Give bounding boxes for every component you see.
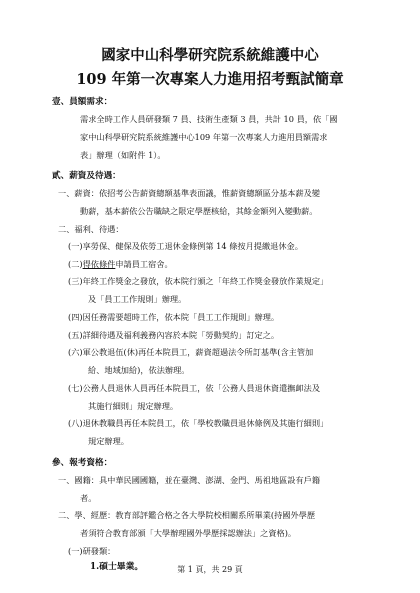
sub-item: (一)享勞保、健保及依勞工退休金條例第 14 條按月提繳退休金。 (68, 241, 303, 251)
sub-item-prefix: (二) (68, 259, 83, 269)
sub-item: (一)研發類： (68, 546, 116, 556)
page-number-footer: 第 1 頁，共 29 頁 (177, 565, 243, 574)
section-heading-1: 壹、員額需求： (52, 97, 113, 107)
document-title-line1: 國家中山科學研究院系統維護中心 (101, 47, 319, 64)
list-item-continuation: 者。 (80, 493, 97, 503)
list-item-continuation: 動薪，基本薪依公告職缺之限定學歷核給，其餘金額列入變動薪。 (80, 206, 318, 216)
sub-item: (六)軍公教退伍(休)再任本院員工，薪資超過法令所訂基準(含主管加 (68, 347, 314, 357)
sub-item-continuation: 給、地域加給)，依法辦理。 (88, 365, 190, 375)
sub-item-continuation: 其施行細則」規定辦理。 (88, 401, 179, 411)
document-title-line2: 109 年第一次專案人力進用招考甄試簡章 (76, 71, 344, 88)
sub-item-text: 申請員工宿舍。 (115, 259, 173, 269)
sub-item: (三)年終工作獎金之發放，依本院行頒之「年終工作獎金發放作業規定」 (68, 276, 329, 286)
sub-sub-item: 1.碩士畢業。 (90, 562, 144, 572)
sub-item: (八)退休教職員再任本院員工，依「學校教職員退休條例及其施行細則」 (68, 418, 329, 428)
paragraph-line: 需求全時工作人員研發類 7 員、技術生產類 3 員，共計 10 員，依「國 (80, 114, 338, 124)
sub-item: (五)詳細待遇及福利義務內容於本院「勞動契約」訂定之。 (68, 330, 280, 340)
paragraph-line: 表」辦理（如附件 1）。 (80, 150, 166, 160)
list-item: 一、薪資：依招考公告薪資總額基準表面議，惟薪資總額區分基本薪及變 (58, 188, 321, 198)
list-item-continuation: 者須符合教育部頒「大學辦理國外學歷採認辦法」之資格)。 (80, 528, 297, 538)
sub-item-continuation: 規定辦理。 (88, 436, 129, 446)
section-heading-2: 貳、薪資及待遇： (52, 171, 121, 181)
section-heading-3: 參、報考資格： (52, 458, 113, 468)
list-item: 二、福利、待遇： (58, 224, 124, 234)
paragraph-line: 家中山科學研究院系統維護中心109 年第一次專案人力進用員額需求 (80, 132, 328, 142)
sub-item-continuation: 及「員工工作規則」辦理。 (88, 294, 187, 304)
sub-item: (四)因任務需要超時工作，依本院「員工工作規則」辦理。 (68, 312, 280, 322)
list-item: 一、國籍：具中華民國國籍，並在臺灣、澎湖、金門、馬祖地區設有戶籍 (58, 475, 321, 485)
sub-item (68, 258, 173, 270)
sub-item: (七)公務人員退休人員再任本院員工，依「公務人員退休資遣撫卹法及 (68, 383, 321, 393)
list-item: 二、學、經歷：教育部評鑑合格之各大學院校相關系所畢業(持國外學歷 (58, 510, 316, 520)
underlined-text: 得依條件 (82, 259, 116, 269)
